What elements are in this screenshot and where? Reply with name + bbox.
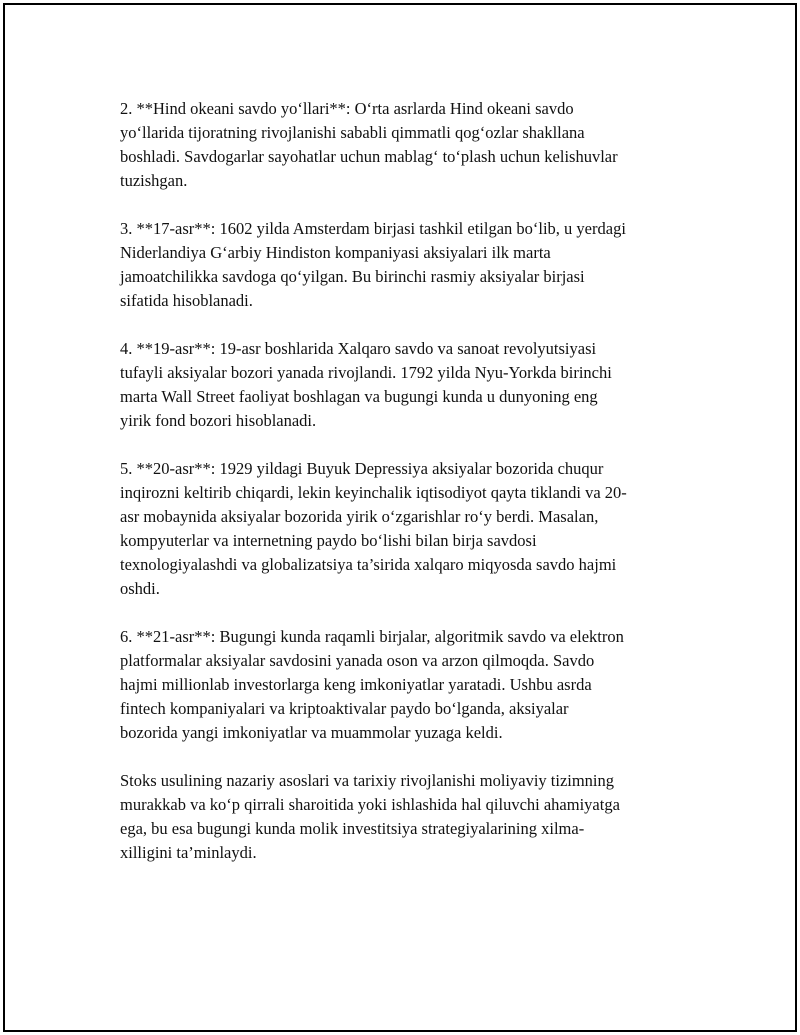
paragraph-21-asr: 6. **21-asr**: Bugungi kunda raqamli birjalar, algoritmik savdo va elektron platformalar aksiyalar savdosini yanada oson va arzon qilmoqda. Savdo hajmi millionlab investorlarga keng imkoniyatlar yaratadi. Ushbu asrda fintech kompaniyalari va kriptoaktivalar paydo bo‘lganda, aksiyalar bozorida yangi imkoniyatlar va muammolar yuzaga keldi. xyxy=(120,627,624,742)
paragraph-17-asr: 3. **17-asr**: 1602 yilda Amsterdam birjasi tashkil etilgan bo‘lib, u yerdagi Niderlandiya G‘arbiy Hindiston kompaniyasi aksiyalari ilk marta jamoatchilikka savdoga qo‘yilgan. Bu birinchi rasmiy aksiyalar birjasi sifatida hisoblanadi. xyxy=(120,219,626,310)
paragraph-hind-okeani: 2. **Hind okeani savdo yo‘llari**: O‘rta asrlarda Hind okeani savdo yo‘llarida tijoratning rivojlanishi sababli qimmatli qog‘ozlar shakllana boshladi. Savdogarlar sayohatlar uchun mablag‘ to‘plash uchun kelishuvlar tuzishgan. xyxy=(120,99,618,190)
paragraph-20-asr: 5. **20-asr**: 1929 yildagi Buyuk Depressiya aksiyalar bozorida chuqur inqirozni keltirib chiqardi, lekin keyinchalik iqtisodiyot qayta tiklandi va 20- asr mobaynida aksiyalar bozorida yirik o‘zgarishlar ro‘y berdi. Masalan, kompyuterlar va internetning paydo bo‘lishi bilan birja savdosi texnologiyalashdi va globalizatsiya ta’sirida xalqaro miqyosda savdo hajmi oshdi. xyxy=(120,459,627,598)
document-body xyxy=(120,97,700,889)
paragraph-19-asr: 4. **19-asr**: 19-asr boshlarida Xalqaro savdo va sanoat revolyutsiyasi tufayli aksiyalar bozori yanada rivojlandi. 1792 yilda Nyu-Yorkda birinchi marta Wall Street faoliyat boshlagan va bugungi kunda u dunyoning eng yirik fond bozori hisoblanadi. xyxy=(120,339,612,430)
paragraph-conclusion: Stoks usulining nazariy asoslari va tarixiy rivojlanishi moliyaviy tizimning murakkab va ko‘p qirrali sharoitida yoki ishlashida hal qiluvchi ahamiyatga ega, bu esa bugungi kunda molik investitsiya strategiyalarining xilma- xilligini ta’minlaydi. xyxy=(120,771,620,862)
page-frame xyxy=(3,3,797,1032)
